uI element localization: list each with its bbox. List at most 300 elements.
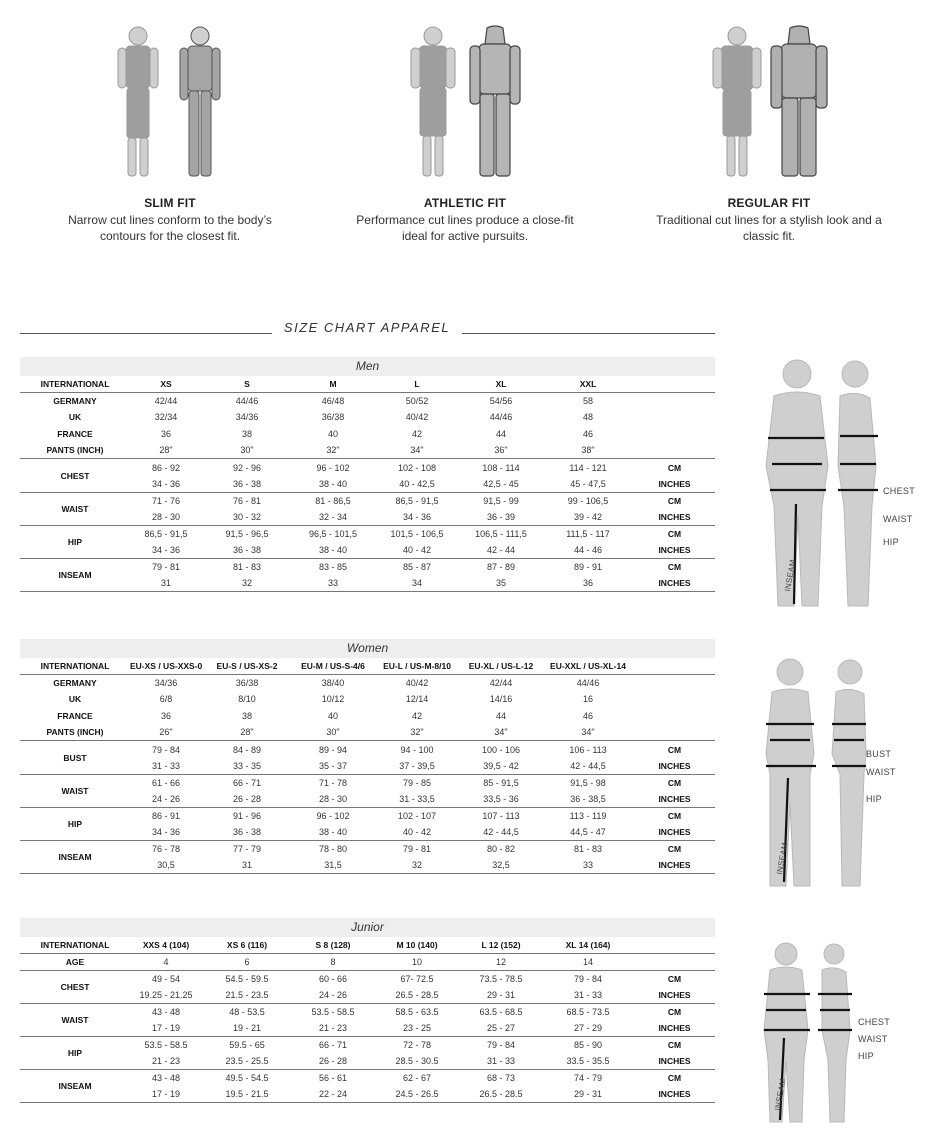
- table-cell: 24 - 26: [130, 791, 202, 808]
- table-cell: 58.5 - 63.5: [395, 1006, 439, 1017]
- row-label: HIP: [20, 1037, 130, 1070]
- unit-label: INCHES: [634, 1053, 715, 1070]
- fit-description: [20, 212, 320, 244]
- unit-label: CM: [667, 777, 682, 788]
- table-row: [20, 393, 715, 410]
- table-cell: 12: [460, 954, 542, 971]
- table-cell: 31 - 33: [542, 987, 634, 1004]
- divider: [462, 333, 715, 334]
- size-header: EU-XL / US-L-12: [460, 658, 542, 675]
- table-cell: 40 - 42,5: [374, 476, 460, 493]
- table-cell: 34": [542, 724, 634, 741]
- row-label: FRANCE: [57, 711, 93, 722]
- table-cell: 61 - 66: [151, 777, 181, 788]
- figure-label-waist: WAIST: [883, 514, 913, 524]
- table-cell: 31 - 33,5: [374, 791, 460, 808]
- table-row: [20, 409, 715, 426]
- table-cell: 16: [582, 694, 593, 705]
- table-cell: 32": [292, 442, 374, 459]
- size-header: S: [202, 376, 292, 393]
- table-row-cm: [20, 525, 715, 542]
- table-cell: 86 - 92: [151, 462, 181, 473]
- table-cell: 44 - 46: [542, 542, 634, 559]
- size-header: XXS 4 (104): [130, 937, 202, 954]
- row-label: GERMANY: [53, 396, 97, 407]
- section-title: Junior: [20, 918, 715, 937]
- row-label: WAIST: [20, 774, 130, 807]
- women-size-section: [20, 639, 715, 874]
- table-cell: 35: [460, 575, 542, 592]
- fit-desc-line: Performance cut lines produce a close-fit: [356, 213, 574, 227]
- table-cell: 86 - 91: [151, 810, 181, 821]
- table-cell: 28": [130, 442, 202, 459]
- table-cell: 89 - 91: [573, 562, 603, 573]
- table-cell: 19 - 21: [202, 1020, 292, 1037]
- table-cell: 6/8: [159, 694, 173, 705]
- table-cell: 63.5 - 68.5: [479, 1006, 523, 1017]
- table-cell: 54/56: [489, 396, 513, 407]
- row-label: PANTS (INCH): [20, 442, 130, 459]
- table-cell: 42 - 44: [460, 542, 542, 559]
- table-cell: 67- 72.5: [400, 973, 434, 984]
- table-cell: 38": [542, 442, 634, 459]
- table-cell: 19.5 - 21.5: [202, 1086, 292, 1103]
- fit-desc-line: ideal for active pursuits.: [401, 229, 529, 243]
- table-cell: 17 - 19: [130, 1020, 202, 1037]
- table-cell: 14/16: [489, 694, 513, 705]
- table-cell: 34 - 36: [130, 824, 202, 841]
- table-cell: 4: [130, 954, 202, 971]
- table-cell: 31 - 33: [460, 1053, 542, 1070]
- fit-title: ATHLETIC FIT: [423, 196, 507, 210]
- table-cell: 17 - 19: [130, 1086, 202, 1103]
- table-cell: 31: [202, 857, 292, 874]
- row-label: FRANCE: [57, 429, 93, 440]
- women-measure-figure: [752, 654, 930, 892]
- table-cell: 21 - 23: [130, 1053, 202, 1070]
- unit-label: CM: [667, 1073, 682, 1084]
- table-cell: 33 - 35: [202, 758, 292, 775]
- junior-body-figure-icon: [752, 930, 862, 1126]
- unit-cell: [634, 409, 715, 426]
- table-cell: 25 - 27: [460, 1020, 542, 1037]
- table-cell: 38 - 40: [292, 542, 374, 559]
- fit-types: [0, 0, 930, 250]
- table-cell: 91,5 - 96,5: [225, 528, 269, 539]
- junior-size-table: [20, 937, 715, 1103]
- row-label: AGE: [20, 954, 130, 971]
- table-cell: 36 - 39: [460, 509, 542, 526]
- table-cell: 21 - 23: [292, 1020, 374, 1037]
- table-cell: 32 - 34: [292, 509, 374, 526]
- table-cell: 40: [327, 711, 338, 722]
- table-cell: 106 - 113: [569, 744, 607, 755]
- table-cell: 36 - 38: [202, 476, 292, 493]
- table-cell: 68 - 73: [486, 1073, 516, 1084]
- table-cell: 12/14: [405, 694, 429, 705]
- table-cell: 66 - 71: [232, 777, 262, 788]
- table-cell: 37 - 39,5: [374, 758, 460, 775]
- unit-cell: [634, 708, 715, 725]
- table-cell: 94 - 100: [400, 744, 434, 755]
- table-cell: 14: [542, 954, 634, 971]
- table-cell: 30": [202, 442, 292, 459]
- table-cell: 36 - 38: [202, 824, 292, 841]
- table-cell: 113 - 119: [569, 810, 607, 821]
- table-cell: 31,5: [292, 857, 374, 874]
- unit-label: CM: [667, 528, 682, 539]
- table-cell: 50/52: [405, 396, 429, 407]
- unit-label: INCHES: [634, 1020, 715, 1037]
- table-cell: 27 - 29: [542, 1020, 634, 1037]
- unit-label: INCHES: [634, 509, 715, 526]
- table-cell: 107 - 113: [482, 810, 520, 821]
- table-cell: 60 - 66: [318, 973, 348, 984]
- fit-title: SLIM FIT: [144, 196, 196, 210]
- unit-cell: [634, 724, 715, 741]
- table-cell: 34/36: [235, 412, 259, 423]
- table-cell: 28 - 30: [292, 791, 374, 808]
- table-row: [20, 675, 715, 692]
- table-cell: 23.5 - 25.5: [202, 1053, 292, 1070]
- table-cell: 44/46: [576, 678, 600, 689]
- table-cell: 42 - 44,5: [542, 758, 634, 775]
- table-cell: 81 - 83: [232, 562, 262, 573]
- table-cell: 36 - 38,5: [542, 791, 634, 808]
- row-label: INTERNATIONAL: [20, 376, 130, 393]
- table-cell: 23 - 25: [374, 1020, 460, 1037]
- table-cell: 79 - 84: [573, 973, 603, 984]
- row-label: WAIST: [20, 1003, 130, 1036]
- table-cell: 54.5 - 59.5: [225, 973, 269, 984]
- women-size-table: [20, 658, 715, 874]
- table-cell: 71 - 76: [151, 495, 181, 506]
- table-row-cm: [20, 492, 715, 509]
- table-cell: 44/46: [489, 412, 513, 423]
- unit-cell: [634, 393, 715, 410]
- size-header: XS 6 (116): [202, 937, 292, 954]
- table-cell: 34/36: [154, 678, 178, 689]
- table-cell: 53.5 - 58.5: [311, 1006, 355, 1017]
- table-cell: 45 - 47,5: [542, 476, 634, 493]
- table-cell: 111,5 - 117: [566, 528, 610, 539]
- size-header: L: [374, 376, 460, 393]
- athletic-fit-figure-icon: [395, 24, 535, 184]
- figure-label-bust: BUST: [866, 749, 892, 759]
- table-row-cm: [20, 559, 715, 576]
- unit-label: INCHES: [634, 758, 715, 775]
- unit-label: CM: [667, 810, 682, 821]
- unit-label: INCHES: [634, 542, 715, 559]
- size-header: EU-S / US-XS-2: [202, 658, 292, 675]
- table-cell: 31: [130, 575, 202, 592]
- table-cell: 34 - 36: [130, 542, 202, 559]
- table-cell: 44: [495, 429, 506, 440]
- men-measure-figure: [752, 356, 930, 612]
- table-header-row: [20, 937, 715, 954]
- table-header-row: [20, 658, 715, 675]
- table-cell: 36": [460, 442, 542, 459]
- table-cell: 32/34: [154, 412, 178, 423]
- table-cell: 22 - 24: [292, 1086, 374, 1103]
- unit-cell: [634, 376, 715, 393]
- table-cell: 26.5 - 28.5: [374, 987, 460, 1004]
- row-label: BUST: [20, 741, 130, 774]
- row-label: INTERNATIONAL: [20, 658, 130, 675]
- table-cell: 85 - 90: [573, 1040, 603, 1051]
- table-cell: 46/48: [321, 396, 345, 407]
- table-cell: 79 - 85: [402, 777, 432, 788]
- table-cell: 96 - 102: [316, 462, 350, 473]
- unit-label: CM: [667, 495, 682, 506]
- table-cell: 36: [542, 575, 634, 592]
- unit-cell: [634, 442, 715, 459]
- table-row-cm: [20, 1070, 715, 1087]
- table-row: [20, 426, 715, 443]
- table-cell: 49 - 54: [151, 973, 181, 984]
- table-cell: 79 - 81: [402, 844, 432, 855]
- fit-slim: [20, 0, 320, 250]
- table-cell: 42: [411, 429, 422, 440]
- table-cell: 28": [202, 724, 292, 741]
- slim-fit-figure-icon: [100, 24, 240, 184]
- section-title: Men: [20, 357, 715, 376]
- table-cell: 36: [160, 429, 171, 440]
- figure-label-inseam: INSEAM: [772, 1077, 788, 1112]
- table-cell: 81 - 83: [573, 844, 603, 855]
- table-cell: 28.5 - 30.5: [374, 1053, 460, 1070]
- table-cell: 42/44: [154, 396, 178, 407]
- table-cell: 44/46: [235, 396, 259, 407]
- row-label: HIP: [20, 525, 130, 558]
- men-body-figure-icon: [752, 356, 892, 612]
- table-cell: 44: [495, 711, 506, 722]
- table-cell: 106,5 - 111,5: [475, 528, 527, 539]
- unit-label: CM: [667, 1040, 682, 1051]
- table-cell: 32: [202, 575, 292, 592]
- row-label: INTERNATIONAL: [20, 937, 130, 954]
- table-cell: 26.5 - 28.5: [460, 1086, 542, 1103]
- table-cell: 74 - 79: [573, 1073, 603, 1084]
- row-label: UK: [68, 694, 82, 705]
- unit-label: INCHES: [634, 987, 715, 1004]
- divider: [20, 333, 272, 334]
- table-cell: 38: [241, 429, 252, 440]
- table-row-cm: [20, 1003, 715, 1020]
- table-row-cm: [20, 459, 715, 476]
- table-cell: 26": [130, 724, 202, 741]
- unit-label: CM: [667, 1006, 682, 1017]
- table-row: [20, 691, 715, 708]
- table-cell: 92 - 96: [232, 462, 262, 473]
- unit-label: INCHES: [634, 476, 715, 493]
- unit-cell: [634, 937, 715, 954]
- table-cell: 62 - 67: [402, 1073, 432, 1084]
- fit-desc-line: contours for the closest fit.: [99, 229, 241, 243]
- table-cell: 34: [374, 575, 460, 592]
- row-label: WAIST: [20, 492, 130, 525]
- junior-measure-figure: [752, 930, 930, 1130]
- table-cell: 85 - 91,5: [483, 777, 519, 788]
- table-cell: 77 - 79: [232, 844, 262, 855]
- row-label: INSEAM: [20, 1070, 130, 1103]
- table-cell: 32,5: [460, 857, 542, 874]
- table-cell: 33.5 - 35.5: [542, 1053, 634, 1070]
- table-cell: 42: [411, 711, 422, 722]
- size-header: S 8 (128): [292, 937, 374, 954]
- unit-label: CM: [667, 462, 682, 473]
- figure-label-chest: CHEST: [883, 486, 916, 496]
- fit-desc-line: Traditional cut lines for a stylish look and a: [656, 213, 882, 227]
- size-header: EU-L / US-M-8/10: [374, 658, 460, 675]
- row-label: INSEAM: [20, 841, 130, 874]
- table-row: [20, 708, 715, 725]
- table-cell: 38/40: [321, 678, 345, 689]
- table-cell: 40: [327, 429, 338, 440]
- fit-athletic: [315, 0, 615, 250]
- table-cell: 24.5 - 26.5: [374, 1086, 460, 1103]
- table-cell: 84 - 89: [232, 744, 262, 755]
- table-row: [20, 954, 715, 971]
- table-cell: 59.5 - 65: [229, 1040, 265, 1051]
- size-header: M 10 (140): [374, 937, 460, 954]
- table-cell: 34 - 36: [130, 476, 202, 493]
- unit-label: CM: [667, 562, 682, 573]
- table-cell: 76 - 78: [151, 844, 181, 855]
- table-cell: 102 - 107: [397, 810, 437, 821]
- row-label: UK: [68, 412, 82, 423]
- fit-desc-line: classic fit.: [742, 229, 795, 243]
- figure-label-hip: HIP: [866, 794, 882, 804]
- figure-label-hip: HIP: [883, 537, 899, 547]
- table-cell: 79 - 84: [486, 1040, 516, 1051]
- table-cell: 43 - 48: [151, 1073, 181, 1084]
- table-cell: 33,5 - 36: [460, 791, 542, 808]
- unit-label: CM: [667, 973, 682, 984]
- table-cell: 83 - 85: [318, 562, 348, 573]
- table-cell: 30 - 32: [202, 509, 292, 526]
- figure-label-hip: HIP: [858, 1051, 874, 1061]
- unit-cell: [634, 691, 715, 708]
- size-header: XXL: [542, 376, 634, 393]
- men-size-table: [20, 376, 715, 592]
- table-row-cm: [20, 970, 715, 987]
- table-cell: 44,5 - 47: [542, 824, 634, 841]
- figure-label-waist: WAIST: [866, 767, 896, 777]
- table-cell: 32": [374, 724, 460, 741]
- table-cell: 29 - 31: [542, 1086, 634, 1103]
- size-header: EU-M / US-S-4/6: [292, 658, 374, 675]
- table-cell: 10/12: [321, 694, 345, 705]
- fit-description: [315, 212, 615, 244]
- table-cell: 72 - 78: [402, 1040, 432, 1051]
- table-cell: 42,5 - 45: [460, 476, 542, 493]
- table-cell: 68.5 - 73.5: [566, 1006, 610, 1017]
- table-row: [20, 442, 715, 459]
- table-cell: 10: [374, 954, 460, 971]
- table-cell: 96,5 - 101,5: [308, 528, 358, 539]
- table-cell: 80 - 82: [486, 844, 516, 855]
- table-cell: 66 - 71: [318, 1040, 348, 1051]
- table-cell: 36/38: [235, 678, 259, 689]
- men-size-section: [20, 357, 715, 592]
- table-cell: 8: [292, 954, 374, 971]
- table-row-cm: [20, 774, 715, 791]
- table-cell: 38 - 40: [292, 476, 374, 493]
- table-row-cm: [20, 807, 715, 824]
- table-cell: 26 - 28: [292, 1053, 374, 1070]
- table-cell: 46: [582, 429, 593, 440]
- table-row: [20, 724, 715, 741]
- table-cell: 36/38: [321, 412, 345, 423]
- table-cell: 56 - 61: [318, 1073, 348, 1084]
- size-header: XL: [460, 376, 542, 393]
- table-cell: 108 - 114: [482, 462, 520, 473]
- table-cell: 79 - 84: [151, 744, 181, 755]
- table-header-row: [20, 376, 715, 393]
- table-cell: 30,5: [130, 857, 202, 874]
- fit-desc-line: Narrow cut lines conform to the body’s: [68, 213, 272, 227]
- table-cell: 34": [460, 724, 542, 741]
- table-cell: 40 - 42: [374, 542, 460, 559]
- table-cell: 39,5 - 42: [460, 758, 542, 775]
- table-cell: 21.5 - 23.5: [202, 987, 292, 1004]
- table-cell: 101,5 - 106,5: [390, 528, 444, 539]
- table-cell: 86,5 - 91,5: [395, 495, 439, 506]
- table-cell: 34 - 36: [374, 509, 460, 526]
- table-row-cm: [20, 741, 715, 758]
- size-header: EU-XS / US-XXS-0: [130, 658, 202, 675]
- unit-label: INCHES: [634, 575, 715, 592]
- size-header: M: [292, 376, 374, 393]
- table-cell: 33: [292, 575, 374, 592]
- table-cell: 96 - 102: [316, 810, 350, 821]
- unit-cell: [634, 675, 715, 692]
- unit-cell: [634, 658, 715, 675]
- fit-description: [619, 212, 919, 244]
- size-header: XS: [130, 376, 202, 393]
- table-cell: 85 - 87: [402, 562, 432, 573]
- table-cell: 38 - 40: [292, 824, 374, 841]
- unit-cell: [634, 954, 715, 971]
- table-cell: 48 - 53.5: [229, 1006, 265, 1017]
- table-cell: 40/42: [405, 678, 429, 689]
- table-cell: 38: [241, 711, 252, 722]
- table-cell: 58: [582, 396, 593, 407]
- table-cell: 29 - 31: [460, 987, 542, 1004]
- table-cell: 114 - 121: [569, 462, 607, 473]
- table-cell: 35 - 37: [292, 758, 374, 775]
- table-cell: 24 - 26: [292, 987, 374, 1004]
- section-title: Women: [20, 639, 715, 658]
- row-label: CHEST: [20, 970, 130, 1003]
- table-cell: 33: [542, 857, 634, 874]
- table-cell: 73.5 - 78.5: [479, 973, 523, 984]
- table-cell: 48: [582, 412, 593, 423]
- unit-cell: [634, 426, 715, 443]
- size-chart-title: SIZE CHART APPAREL: [283, 320, 451, 335]
- table-cell: 42/44: [489, 678, 513, 689]
- figure-label-waist: WAIST: [858, 1034, 888, 1044]
- unit-label: CM: [667, 744, 682, 755]
- table-cell: 46: [582, 711, 593, 722]
- table-cell: 91,5 - 99: [483, 495, 519, 506]
- table-cell: 6: [202, 954, 292, 971]
- table-cell: 86,5 - 91,5: [144, 528, 188, 539]
- table-cell: 30": [292, 724, 374, 741]
- table-cell: 43 - 48: [151, 1006, 181, 1017]
- table-cell: 53.5 - 58.5: [144, 1040, 188, 1051]
